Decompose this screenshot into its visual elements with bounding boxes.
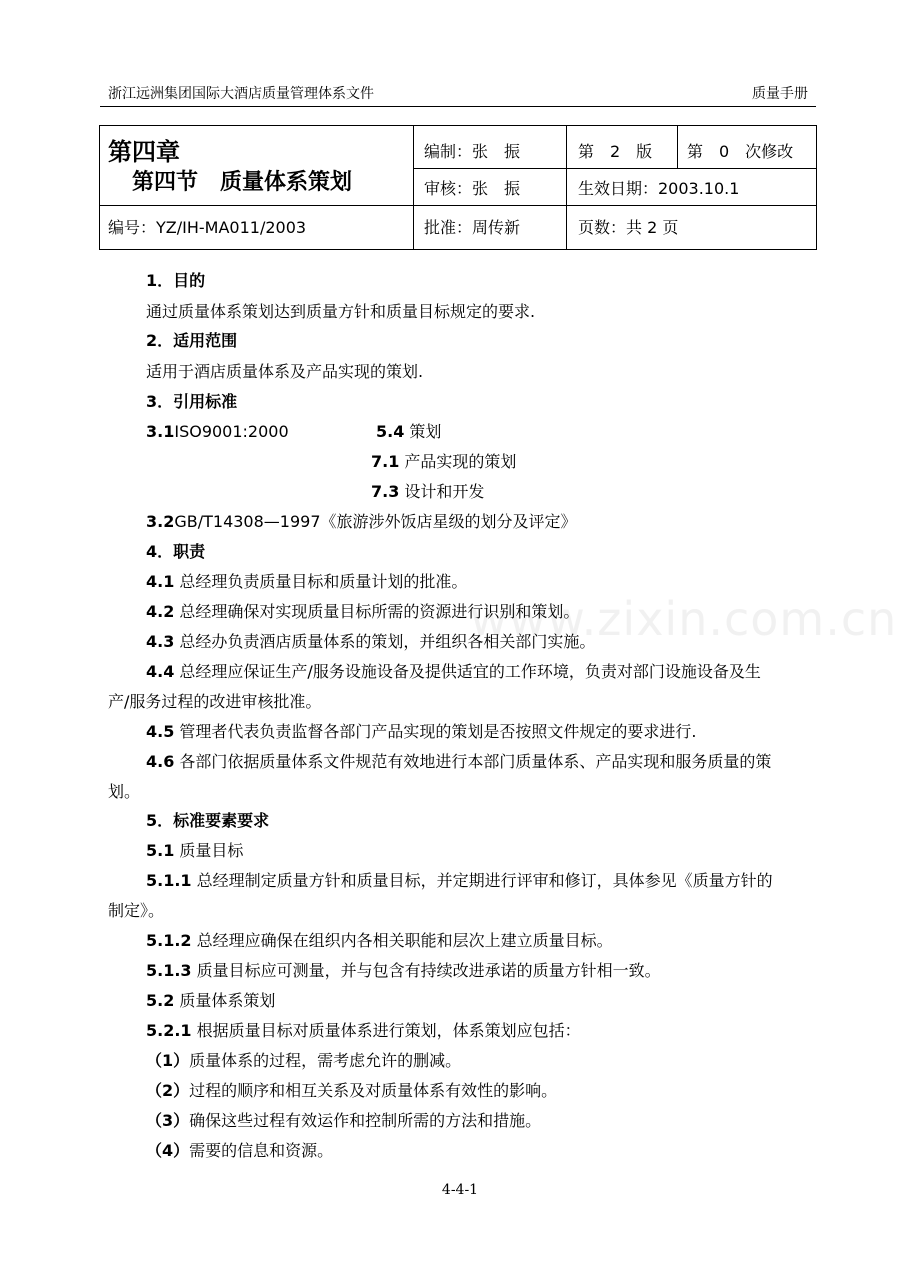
item-text: 质量目标应可测量，并与包含有持续改进承诺的质量方针相一致。	[191, 961, 661, 980]
duty-4-4	[146, 662, 761, 682]
item-number: （1）	[146, 1051, 190, 1070]
item-text: 过程的顺序和相互关系及对质量体系有效性的影响。	[189, 1081, 558, 1100]
item-text: 设计和开发	[399, 482, 485, 501]
duty-4-3	[146, 632, 595, 652]
section-3-heading: 3．引用标准	[146, 392, 238, 411]
reference-clause-7-1	[371, 452, 516, 472]
header-manual-label: 质量手册	[752, 86, 808, 102]
clause-5-1-1-continued: 制定》。	[108, 901, 165, 920]
item-number: 4.1	[146, 572, 175, 591]
page-count: 页数：共 2 页	[578, 218, 679, 237]
item-number: 3.2	[146, 512, 175, 531]
item-text: 需要的信息和资源。	[189, 1141, 334, 1160]
item-number: 4.4	[146, 662, 175, 681]
clause-5-1-1	[146, 871, 773, 891]
running-header	[100, 84, 816, 107]
table-divider	[100, 205, 816, 206]
item-text: 产品实现的策划	[399, 452, 517, 471]
item-number: 5.1.1	[146, 871, 192, 890]
item-text: 质量体系策划	[174, 991, 276, 1010]
duty-4-4-continued: 产/服务过程的改进审核批准。	[108, 692, 322, 711]
item-text: 总经理应保证生产/服务设施设备及提供适宜的工作环境，负责对部门设施设备及生	[174, 662, 761, 681]
item-text: 各部门依据质量体系文件规范有效地进行本部门质量体系、产品实现和服务质量的策	[174, 752, 772, 771]
list-item	[146, 1141, 333, 1161]
reference-3-2	[146, 512, 577, 532]
table-divider	[566, 126, 567, 249]
chapter-title: 第四章	[108, 138, 180, 166]
item-text: ISO9001:2000	[174, 422, 289, 441]
table-divider	[413, 126, 414, 249]
page-number: 4-4-1	[441, 1182, 479, 1198]
item-number: （3）	[146, 1111, 190, 1130]
item-text: GB/T14308—1997《旅游涉外饭店星级的划分及评定》	[174, 512, 577, 531]
duty-4-1	[146, 572, 467, 592]
item-text: 质量体系的过程，需考虑允许的删减。	[189, 1051, 462, 1070]
document-info-table	[99, 125, 817, 250]
list-item	[146, 1081, 557, 1101]
clause-5-1-2	[146, 931, 613, 951]
item-number: 5.1.2	[146, 931, 192, 950]
item-text: 确保这些过程有效运作和控制所需的方法和措施。	[189, 1111, 542, 1130]
item-text: 总经理应确保在组织内各相关职能和层次上建立质量目标。	[191, 931, 613, 950]
clause-5-2	[146, 991, 275, 1011]
item-text: 总经理确保对实现质量目标所需的资源进行识别和策划。	[174, 602, 580, 621]
reference-clause-5-4	[376, 422, 441, 442]
section-2-heading: 2．适用范围	[146, 331, 238, 350]
table-divider	[413, 168, 816, 169]
list-item	[146, 1111, 541, 1131]
item-number: 4.3	[146, 632, 175, 651]
item-number: 5.4	[376, 422, 405, 441]
item-number: 3.1	[146, 422, 175, 441]
item-number: 5.2.1	[146, 1021, 192, 1040]
duty-4-2	[146, 602, 579, 622]
item-text: 根据质量目标对质量体系进行策划，体系策划应包括：	[191, 1021, 581, 1040]
revision-number: 第 0 次修改	[687, 142, 794, 161]
section-1-text: 通过质量体系策划达到质量方针和质量目标规定的要求.	[146, 302, 536, 321]
item-number: 4.2	[146, 602, 175, 621]
item-text: 总经办负责酒店质量体系的策划，并组织各相关部门实施。	[174, 632, 596, 651]
item-text: 策划	[404, 422, 442, 441]
approved-by: 批准：周传新	[424, 218, 521, 237]
item-number: （4）	[146, 1141, 190, 1160]
item-text: 总经理负责质量目标和质量计划的批准。	[174, 572, 468, 591]
compiled-by: 编制：张 振	[424, 142, 521, 161]
section-1-heading: 1．目的	[146, 271, 206, 290]
item-text: 总经理制定质量方针和质量目标，并定期进行评审和修订，具体参见《质量方针的	[191, 871, 773, 890]
item-number: （2）	[146, 1081, 190, 1100]
document-code: 编号：YZ/IH-MA011/2003	[108, 218, 307, 237]
reference-3-1	[146, 422, 289, 442]
watermark: www.zixin.com.cn	[470, 592, 898, 646]
item-number: 7.1	[371, 452, 400, 471]
reviewed-by: 审核：张 振	[424, 179, 521, 198]
item-number: 4.6	[146, 752, 175, 771]
duty-4-5	[146, 722, 697, 742]
section-title: 第四节 质量体系策划	[132, 170, 353, 195]
list-item	[146, 1051, 461, 1071]
section-5-heading: 5．标准要素要求	[146, 811, 270, 830]
clause-5-1-3	[146, 961, 661, 981]
item-number: 5.2	[146, 991, 175, 1010]
clause-5-2-1	[146, 1021, 581, 1041]
item-number: 5.1	[146, 841, 175, 860]
reference-clause-7-3	[371, 482, 484, 502]
section-4-heading: 4．职责	[146, 542, 206, 561]
item-number: 5.1.3	[146, 961, 192, 980]
clause-5-1	[146, 841, 243, 861]
section-2-text: 适用于酒店质量体系及产品实现的策划.	[146, 362, 424, 381]
header-document-title: 浙江远洲集团国际大酒店质量管理体系文件	[108, 86, 374, 102]
table-divider	[677, 126, 678, 168]
effective-date: 生效日期：2003.10.1	[578, 179, 740, 198]
item-text: 质量目标	[174, 841, 244, 860]
duty-4-6-continued: 划。	[108, 782, 141, 801]
item-number: 4.5	[146, 722, 175, 741]
item-text: 管理者代表负责监督各部门产品实现的策划是否按照文件规定的要求进行.	[174, 722, 697, 741]
duty-4-6	[146, 752, 771, 772]
item-number: 7.3	[371, 482, 400, 501]
edition: 第 2 版	[578, 142, 653, 161]
